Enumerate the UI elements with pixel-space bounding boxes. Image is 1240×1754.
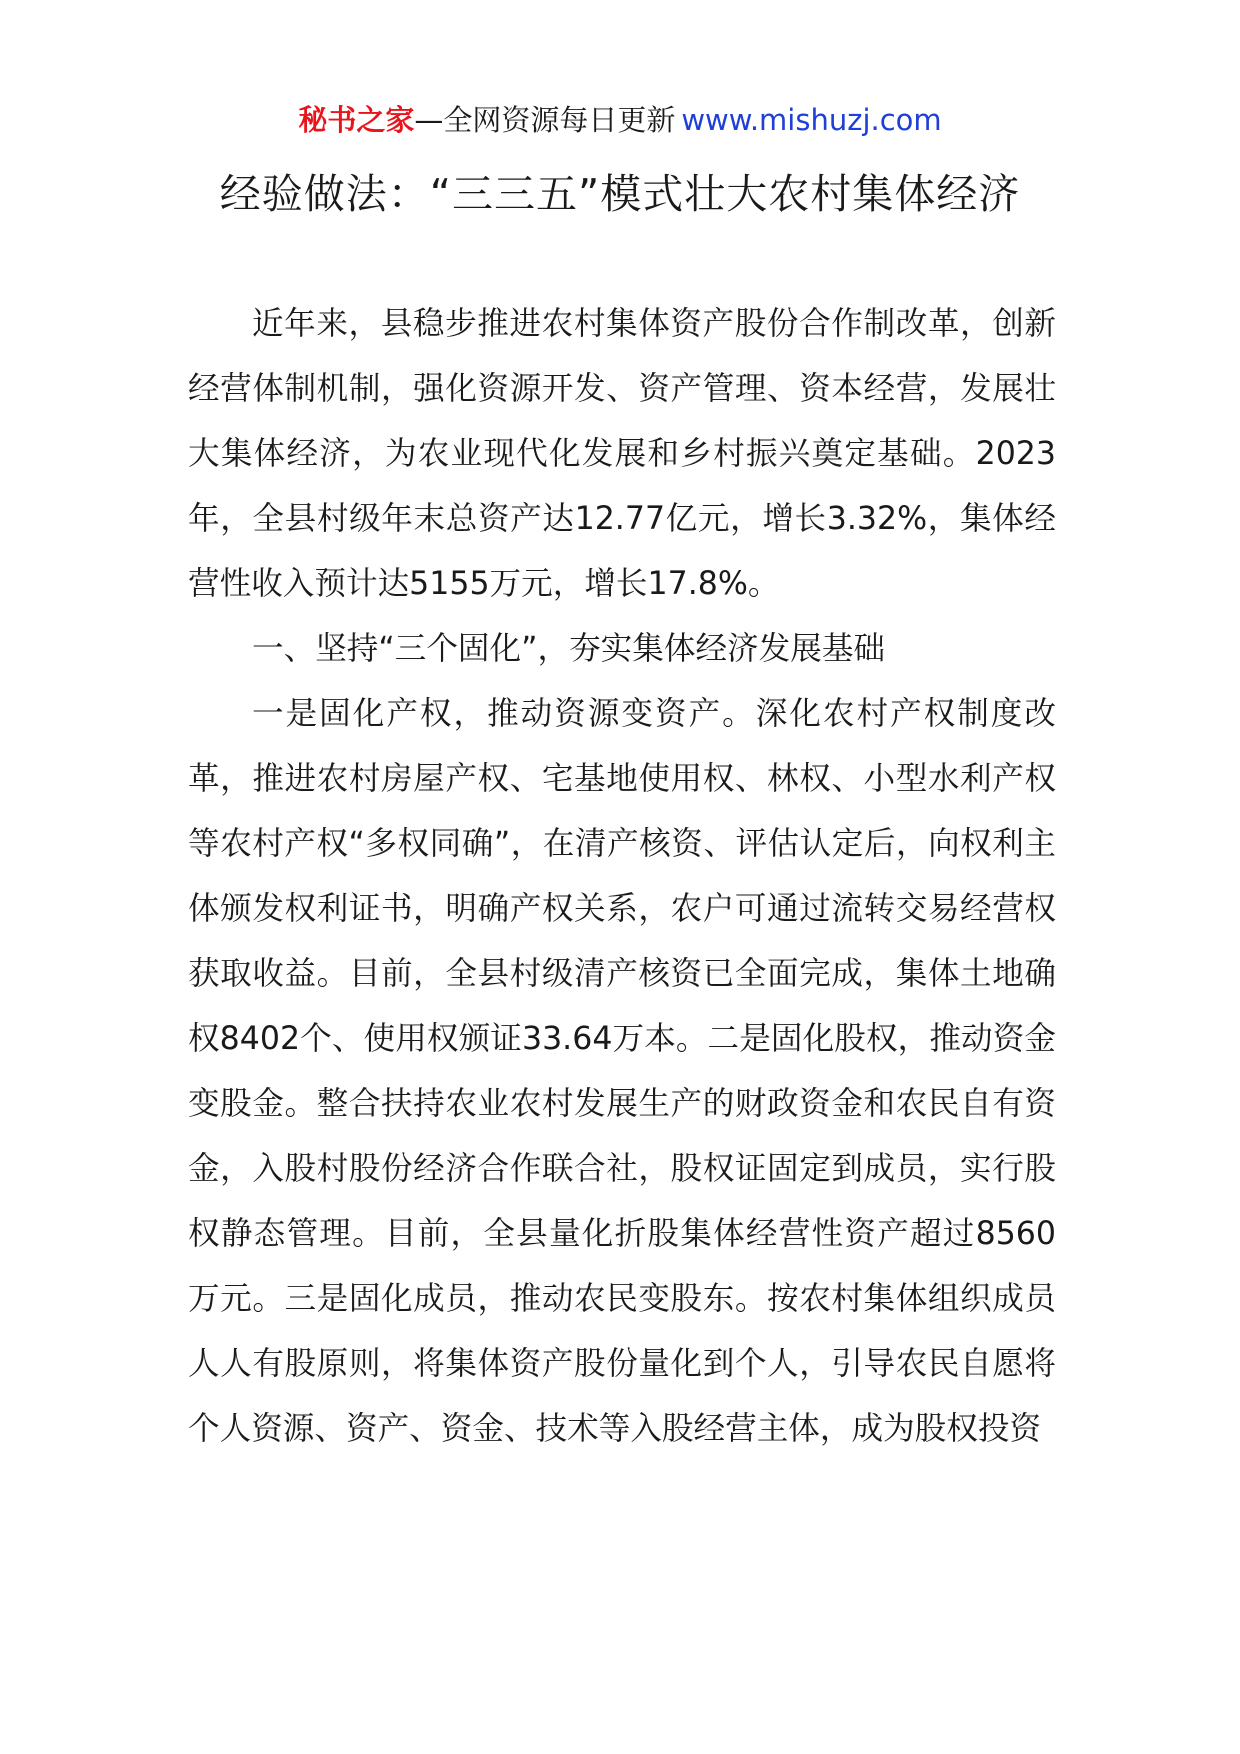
site-header [0, 100, 1240, 140]
brand-name: 秘书之家 [298, 103, 415, 137]
document-body [188, 292, 1056, 1462]
site-url-link[interactable]: www.mishuzj.com [681, 103, 942, 137]
intro-paragraph: 近年来，县稳步推进农村集体资产股份合作制改革，创新经营体制机制，强化资源开发、资产管理、资本经营，发展壮大集体经济，为农业现代化发展和乡村振兴奠定基础。2023年，全县村级年末总资产达12.77亿元，增长3.32%，集体经营性收入预计达5155万元，增长17.8%。 [188, 306, 1056, 602]
site-tagline: —全网资源每日更新 [414, 103, 676, 137]
section-1-heading: 一、坚持“三个固化”，夯实集体经济发展基础 [252, 631, 886, 667]
section-1-paragraph: 一是固化产权，推动资源变资产。深化农村产权制度改革，推进农村房屋产权、宅基地使用权、林权、小型水利产权等农村产权“多权同确”，在清产核资、评估认定后，向权利主体颁发权利证书，明确产权关系，农户可通过流转交易经营权获取收益。目前，全县村级清产核资已全面完成，集体土地确权8402个、使用权颁证33.64万本。二是固化股权，推动资金变股金。整合扶持农业农村发展生产的财政资金和农民自有资金，入股村股份经济合作联合社，股权证固定到成员，实行股权静态管理。目前，全县量化折股集体经营性资产超过8560万元。三是固化成员，推动农民变股东。按农村集体组织成员人人有股原则，将集体资产股份量化到个人，引导农民自愿将个人资源、资产、资金、技术等入股经营主体，成为股权投资 [188, 696, 1056, 1447]
document-title: 经验做法：“三三五”模式壮大农村集体经济 [219, 170, 1021, 218]
